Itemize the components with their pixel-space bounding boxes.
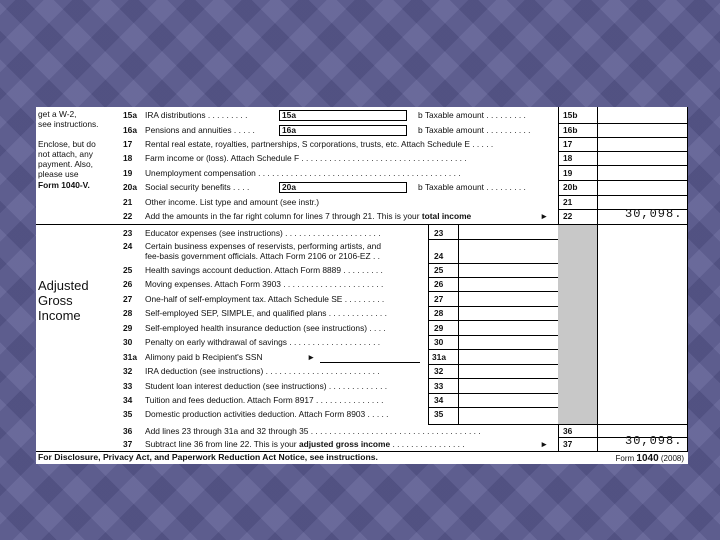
box-number: 28 <box>434 308 444 318</box>
line-number: 33 <box>123 381 133 391</box>
line-number: 17 <box>123 139 133 149</box>
row-divider <box>428 364 558 365</box>
adjustment-line-25 <box>36 265 596 276</box>
line-description: Unemployment compensation . . . . . . . . . . . . . . . . . . . . . . . . . . . . . . . . . . . . . . . . . . . . <box>145 168 461 178</box>
adjustment-line-34 <box>36 395 596 406</box>
box-number: 34 <box>434 395 444 405</box>
line-description: Rental real estate, royalties, partnerships, S corporations, trusts, etc. Attach Schedule E . . . . . <box>145 139 494 149</box>
box-number: 31a <box>432 352 446 362</box>
row-divider <box>558 195 688 196</box>
line-description: Educator expenses (see instructions) . . . . . . . . . . . . . . . . . . . . . <box>145 228 381 238</box>
box-number: 27 <box>434 294 444 304</box>
line-number-right: 16b <box>563 125 578 135</box>
box-number: 33 <box>434 381 444 391</box>
row-divider <box>428 349 558 350</box>
line-description-text: Subtract line 36 from line 22. This is your <box>145 439 297 449</box>
line-description: Other income. List type and amount (see instr.) <box>145 197 320 207</box>
row-divider <box>428 335 558 336</box>
line-description: Student loan interest deduction (see instructions) . . . . . . . . . . . . . <box>145 381 388 391</box>
box-number: 30 <box>434 337 444 347</box>
taxable-amount-label: b Taxable amount . . . . . . . . . <box>418 110 526 120</box>
income-line-18 <box>36 153 688 164</box>
line-number: 35 <box>123 409 133 419</box>
line-number: 15a <box>123 110 137 120</box>
taxable-amount-label: b Taxable amount . . . . . . . . . <box>418 182 526 192</box>
line-description: Self-employed SEP, SIMPLE, and qualified plans . . . . . . . . . . . . . <box>145 308 387 318</box>
line-number: 19 <box>123 168 133 178</box>
arrow-icon: ► <box>307 352 316 362</box>
line-number-right: 22 <box>563 211 573 221</box>
line-number: 37 <box>123 439 133 449</box>
box-number: 29 <box>434 323 444 333</box>
line-number: 34 <box>123 395 133 405</box>
side-note: please use <box>38 169 79 179</box>
line-number: 16a <box>123 125 137 135</box>
amount-field-15a[interactable]: 15a <box>279 110 407 121</box>
line-description: Social security benefits . . . . <box>145 182 250 192</box>
total-income-value[interactable]: 30,098. <box>625 207 683 221</box>
adjustment-line-35 <box>36 409 596 420</box>
line-description: Health savings account deduction. Attach Form 8889 . . . . . . . . . <box>145 265 383 275</box>
section-title-line: Income <box>38 308 81 323</box>
box-number: 25 <box>434 265 444 275</box>
row-divider <box>428 320 558 321</box>
line-description: One-half of self-employment tax. Attach Schedule SE . . . . . . . . . <box>145 294 385 304</box>
amount-field-16a[interactable]: 16a <box>279 125 407 136</box>
line-description: Pensions and annuities . . . . . <box>145 125 255 135</box>
line-number-right: 18 <box>563 153 573 163</box>
line-description: IRA deduction (see instructions) . . . . . . . . . . . . . . . . . . . . . . . . . <box>145 366 380 376</box>
box-number: 26 <box>434 279 444 289</box>
line-description: IRA distributions . . . . . . . . . <box>145 110 248 120</box>
income-line-20 <box>36 182 688 193</box>
line-number: 31a <box>123 352 137 362</box>
row-divider <box>428 239 558 240</box>
line-number: 29 <box>123 323 133 333</box>
row-divider <box>428 277 558 278</box>
line-description: Farm income or (loss). Attach Schedule F . . . . . . . . . . . . . . . . . . . . . . . . . . . . . . . . . . . . <box>145 153 467 163</box>
income-line-15 <box>36 110 688 121</box>
taxable-amount-label: b Taxable amount . . . . . . . . . . <box>418 125 531 135</box>
adjustment-line-27 <box>36 294 596 305</box>
adjustment-line-23 <box>36 228 596 239</box>
row-divider <box>428 378 558 379</box>
row-divider <box>428 424 688 425</box>
footer-notice: For Disclosure, Privacy Act, and Paperwork Reduction Act Notice, see instructions. <box>38 452 378 462</box>
arrow-icon: ► <box>540 211 549 221</box>
row-divider <box>428 306 558 307</box>
line-number: 27 <box>123 294 133 304</box>
line-description: fee-basis government officials. Attach Form 2106 or 2106-EZ . . <box>145 251 380 261</box>
side-note: payment. Also, <box>38 159 93 169</box>
income-line-16 <box>36 125 688 136</box>
box-number: 24 <box>434 251 444 261</box>
line-description: Tuition and fees deduction. Attach Form 8917 . . . . . . . . . . . . . . . <box>145 395 384 405</box>
line-number-right: 19 <box>563 168 573 178</box>
adjustment-line-24-cont <box>36 251 596 262</box>
line-number: 20a <box>123 182 137 192</box>
income-line-21 <box>36 197 688 208</box>
box-number: 32 <box>434 366 444 376</box>
line-number: 22 <box>123 211 133 221</box>
row-divider <box>428 291 558 292</box>
line-number: 36 <box>123 426 133 436</box>
income-line-17 <box>36 139 688 150</box>
adjustment-line-28 <box>36 308 596 319</box>
line-number: 28 <box>123 308 133 318</box>
line-description: Add lines 23 through 31a and 32 through 35 . . . . . . . . . . . . . . . . . . . . . . . . . . . . . . . . . . . . . <box>145 426 481 436</box>
income-line-22 <box>36 207 688 222</box>
recipient-ssn-field[interactable] <box>320 362 420 363</box>
agi-value[interactable]: 30,098. <box>625 434 683 448</box>
line-number-right: 21 <box>563 197 573 207</box>
line-description: Moving expenses. Attach Form 3903 . . . . . . . . . . . . . . . . . . . . . . <box>145 279 384 289</box>
line-description: Penalty on early withdrawal of savings . . . . . . . . . . . . . . . . . . . . <box>145 337 381 347</box>
side-note: Form 1040-V. <box>38 180 90 190</box>
total-income-label: total income <box>421 211 472 221</box>
adjustment-line-32 <box>36 366 596 377</box>
line-number: 23 <box>123 228 133 238</box>
agi-label: adjusted gross income <box>298 439 391 449</box>
box-number: 23 <box>434 228 444 238</box>
line-number-right: 15b <box>563 110 578 120</box>
line-description: Alimony paid b Recipient's SSN <box>145 352 263 362</box>
row-divider <box>558 180 688 181</box>
adjustment-line-31a <box>36 352 596 363</box>
row-divider <box>558 165 688 166</box>
line-number: 30 <box>123 337 133 347</box>
line-number: 32 <box>123 366 133 376</box>
row-divider <box>428 263 558 264</box>
row-divider <box>428 393 558 394</box>
line-number: 18 <box>123 153 133 163</box>
line-number-right: 36 <box>563 426 573 436</box>
line-description <box>145 211 471 222</box>
line-description-text: Add the amounts in the far right column for lines 7 through 21. This is your <box>145 211 420 221</box>
arrow-icon: ► <box>540 439 549 449</box>
line-description: Domestic production activities deduction. Attach Form 8903 . . . . . <box>145 409 389 419</box>
section-title-line: Adjusted <box>38 278 89 293</box>
side-note: not attach, any <box>38 149 93 159</box>
adjustment-line-29 <box>36 323 596 334</box>
form-year: (2008) <box>660 454 684 463</box>
side-note: see instructions. <box>38 119 99 129</box>
form-prefix: Form <box>615 454 635 463</box>
form-number: 1040 <box>636 453 659 464</box>
line-description: Certain business expenses of reservists, performing artists, and <box>145 241 382 251</box>
line-number: 25 <box>123 265 133 275</box>
line-description: Self-employed health insurance deduction (see instructions) . . . . <box>145 323 386 333</box>
section-title-line: Gross <box>38 293 73 308</box>
row-divider <box>558 137 688 138</box>
adjustment-line-26 <box>36 279 596 290</box>
line-number: 24 <box>123 241 133 251</box>
row-divider <box>428 407 558 408</box>
income-line-19 <box>36 168 688 179</box>
row-divider <box>558 123 688 124</box>
line-number: 26 <box>123 279 133 289</box>
final-line-37 <box>36 434 688 450</box>
final-line-36 <box>36 426 688 437</box>
box-number: 35 <box>434 409 444 419</box>
side-note: get a W-2, <box>38 109 77 119</box>
amount-field-20a[interactable]: 20a <box>279 182 407 193</box>
line-description <box>145 439 465 450</box>
row-divider <box>558 151 688 152</box>
line-number: 21 <box>123 197 133 207</box>
leader-dots: . . . . . . . . . . . . . . . . <box>392 439 465 449</box>
line-number-right: 20b <box>563 182 578 192</box>
line-number-right: 17 <box>563 139 573 149</box>
adjustment-line-30 <box>36 337 596 348</box>
adjustment-line-33 <box>36 381 596 392</box>
form-identifier <box>615 453 684 464</box>
form-1040-page <box>36 107 688 464</box>
side-note: Enclose, but do <box>38 139 96 149</box>
line-number-right: 37 <box>563 439 573 449</box>
